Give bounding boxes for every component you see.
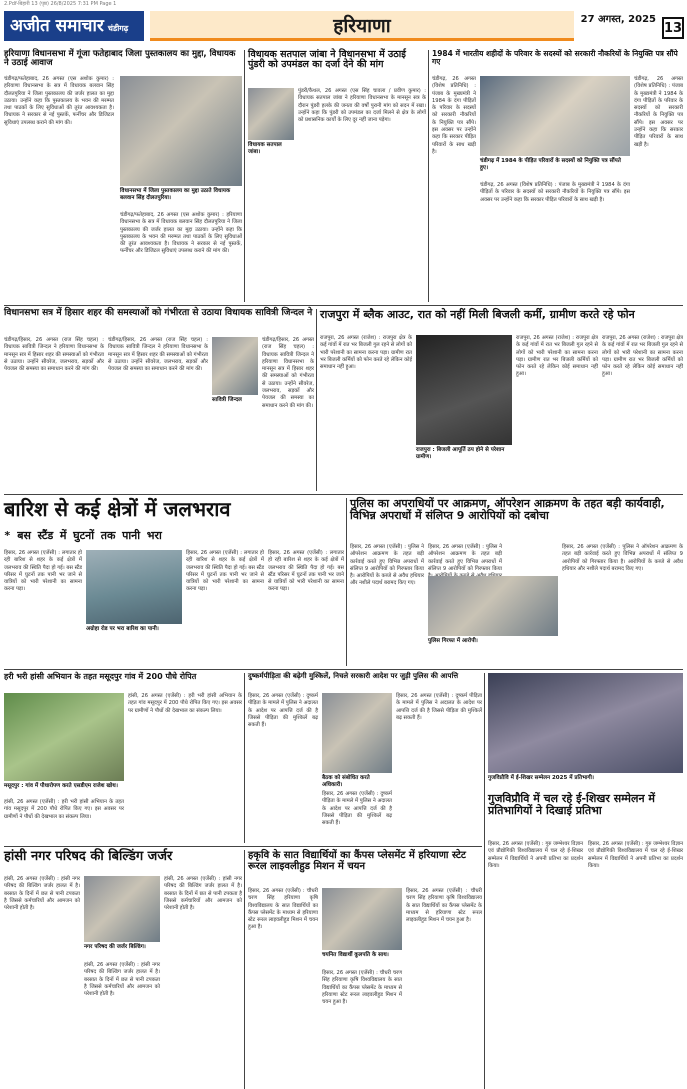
column-divider	[346, 498, 347, 666]
print-slug: 2.Pdf-बिहारी 13 (पृष्ठ) 26/8/2025 7:31 PM Page 1	[4, 1, 117, 7]
article-police	[350, 498, 683, 666]
article-pundri	[248, 50, 426, 302]
students-photo	[322, 888, 402, 950]
article-body-col3: चंडीगढ़, 26 अगस्त (विशेष प्रतिनिधि) : पंजाब के मुख्यमंत्री ने 1984 के दंगा पीड़ितों के परिवार के सदस्यों को सरकारी नौकरियों के नियुक्ति पत्र सौंपे। इस अवसर पर उन्होंने कहा कि सरकार पीड़ित परिवारों के साथ खड़ी है।	[634, 76, 683, 148]
photo-caption: चंडीगढ़ में 1984 के पीड़ित परिवारों के सदस्यों को नियुक्ति पत्र सौंपते हुए।	[480, 158, 621, 171]
headline: हरी भरी हांसी अभियान के तहत मसूदपुर गांव में 200 पौधे रोपित	[4, 672, 197, 681]
article-waterlogging	[4, 498, 344, 666]
article-body-cont: हिसार, 26 अगस्त (एजेंसी) : गुरु जम्भेश्वर विज्ञान एवं प्रौद्योगिकी विश्वविद्यालय में चल रहे ई-शिखर सम्मेलन में विद्यार्थियों ने अपनी प्रतिभा का प्रदर्शन किया।	[588, 841, 683, 869]
article-body: राजपुरा, 26 अगस्त (राजेश) : राजपुरा क्षेत्र के कई गांवों में रात भर बिजली गुल रहने से लोगों को भारी परेशानी का सामना करना पड़ा। ग्रामीण रात भर बिजली कर्मियों को फोन करते रहे लेकिन कोई समाधान नहीं हुआ।	[320, 335, 412, 371]
article-body-cont: चंडीगढ़, 26 अगस्त (विशेष प्रतिनिधि) : पंजाब के मुख्यमंत्री ने 1984 के दंगा पीड़ितों के परिवार के सदस्यों को सरकारी नौकरियों के नियुक्ति पत्र सौंपे। इस अवसर पर उन्होंने कहा कि सरकार पीड़ित परिवारों के साथ खड़ी है।	[480, 182, 630, 203]
newspaper-logo: अजीत समाचार चंडीगढ़	[4, 11, 144, 41]
article-body-cont: चंडीगढ़/फतेहाबाद, 26 अगस्त (एस अशोक कुमार) : हरियाणा विधानसभा के सत्र में विधायक बलवान सिंह दौलतपुरिया ने जिला पुस्तकालय की जर्जर हालत का मुद्दा उठाया। उन्होंने कहा कि पुस्तकालय के भवन की मरम्मत तथा पाठकों के लिए सुविधाओं की तुरंत आवश्यकता है। विधायक ने सरकार से नई पुस्तकें, फर्नीचर और डिजिटल सुविधाएं उपलब्ध कराने की मांग की।	[120, 212, 242, 255]
mla-photo	[248, 88, 294, 140]
article-body-cont: हांसी, 26 अगस्त (एजेंसी) : हरी भरी हांसी अभियान के तहत गांव मसूदपुर में 200 पौधे रोपित किए गए। इस अवसर पर ग्रामीणों ने पौधों की देखभाल का संकल्प लिया।	[128, 693, 242, 714]
headline: पुलिस का अपराधियों पर आक्रमण, ऑपरेशन आक्रमण के तहत बड़ी कार्यवाही, विभिन्न अपराधों में संलिप्त 9 आरोपियों को दबोचा	[350, 497, 665, 523]
article-library	[4, 50, 242, 302]
photo-caption: सावित्री जिन्दल	[212, 397, 242, 403]
photo-caption: बैठक को संबोधित करते अधिकारी।	[322, 775, 370, 788]
article-placement	[248, 850, 482, 1089]
mla-photo	[120, 76, 242, 186]
article-body-cont: हिसार, 26 अगस्त (एजेंसी) : लगातार हो रही बारिश से शहर के कई क्षेत्रों में जलभराव की स्थिति पैदा हो गई। बस स्टैंड परिसर में घुटनों तक पानी भर जाने से यात्रियों को भारी परेशानी का सामना करना पड़ा।	[186, 550, 264, 593]
headline: हकृवि के सात विद्यार्थियों का कैंपस प्लेसमेंट में हरियाणा स्टेट रूरल लाइवलीहुड मिशन में चयन	[248, 850, 466, 872]
column-divider	[244, 850, 245, 1089]
mla-photo	[212, 337, 258, 395]
article-body: चंडीगढ़/हिसार, 26 अगस्त (राज सिंह चहल) : विधायक सावित्री जिन्दल ने हरियाणा विधानसभा के मानसून सत्र में हिसार शहर की समस्याओं को गंभीरता से उठाया। उन्होंने सीवरेज, जलभराव, सड़कों और पेयजल की समस्या का समाधान करने की मांग की।	[4, 337, 104, 373]
article-body-col3: राजपुरा, 26 अगस्त (राजेश) : राजपुरा क्षेत्र के कई गांवों में रात भर बिजली गुल रहने से लोगों को भारी परेशानी का सामना करना पड़ा। ग्रामीण रात भर बिजली कर्मियों को फोन करते रहे लेकिन कोई समाधान नहीं हुआ।	[602, 335, 683, 378]
column-divider	[244, 50, 245, 302]
photo-caption: मसूदपुर : गांव में पौधारोपण करते एसडीएम राजेश खोथ।	[4, 783, 118, 789]
headline: राजपुरा में ब्लैक आउट, रात को नहीं मिली बिजली कर्मी, ग्रामीण करते रहे फोन	[320, 308, 635, 321]
article-body: हांसी, 26 अगस्त (एजेंसी) : हांसी नगर परिषद की बिल्डिंग जर्जर हालत में है। बरसात के दिनों में छत से पानी टपकता है जिससे कर्मचारियों और आमजन को परेशानी होती है।	[4, 876, 80, 912]
edition-city: चंडीगढ़	[107, 23, 129, 33]
column-divider	[484, 673, 485, 1089]
summit-photo	[488, 673, 683, 773]
row-divider	[4, 846, 482, 847]
article-plantation	[4, 673, 242, 843]
article-body: हिसार, 26 अगस्त (एजेंसी) : पुलिस ने ऑपरेशन आक्रमण के तहत बड़ी कार्रवाई करते हुए विभिन्न अपराधों में संलिप्त 9 आरोपियों को गिरफ्तार किया है। आरोपियों के कब्जे से अवैध हथियार और नशीले पदार्थ बरामद किए गए।	[350, 544, 424, 587]
article-body-col3: हिसार, 26 अगस्त (एजेंसी) : चौधरी चरण सिंह हरियाणा कृषि विश्वविद्यालय के सात विद्यार्थियों का कैंपस प्लेसमेंट के माध्यम से हरियाणा स्टेट रूरल लाइवलीहुड मिशन में चयन हुआ है।	[406, 888, 482, 924]
article-body: हिसार, 26 अगस्त (एजेंसी) : गुरु जम्भेश्वर विज्ञान एवं प्रौद्योगिकी विश्वविद्यालय में चल रहे ई-शिखर सम्मेलन में विद्यार्थियों ने अपनी प्रतिभा का प्रदर्शन किया।	[488, 841, 583, 869]
headline: दुष्कर्मपीड़िता की बढ़ेगी मुश्किलें, निचले सरकारी आदेश पर जुड़ी पुलिस की आपत्ति	[248, 672, 459, 680]
article-body-cont: हिसार, 26 अगस्त (एजेंसी) : पुलिस ने ऑपरेशन आक्रमण के तहत बड़ी कार्रवाई करते हुए विभिन्न अपराधों में संलिप्त 9 आरोपियों को गिरफ्तार किया	[428, 544, 502, 572]
article-body-col3: चंडीगढ़/हिसार, 26 अगस्त (राज सिंह चहल) : विधायक सावित्री जिन्दल ने हरियाणा विधानसभा के मानसून सत्र में हिसार शहर की समस्याओं को गंभीरता से उठाया। उन्होंने सीवरेज, जलभराव, सड़कों और पेयजल की समस्या का समाधान करने की मांग की।	[262, 337, 314, 409]
headline: 1984 में भारतीय शहीदों के परिवार के सदस्यों को सरकारी नौकरियों के नियुक्ति पत्र सौंपे गए	[432, 49, 678, 67]
article-body: चंडीगढ़, 26 अगस्त (विशेष प्रतिनिधि) : पंजाब के मुख्यमंत्री ने 1984 के दंगा पीड़ितों के परिवार के सदस्यों को सरकारी नौकरियों के नियुक्ति पत्र सौंपे। इस अवसर पर उन्होंने कहा कि सरकार पीड़ित परिवारों के साथ खड़ी है।	[432, 76, 476, 155]
article-court	[248, 673, 482, 843]
photo-caption: विधायक सतपाल जांबा।	[248, 142, 282, 155]
article-body: हिसार, 26 अगस्त (एजेंसी) : चौधरी चरण सिंह हरियाणा कृषि विश्वविद्यालय के सात विद्यार्थियों का कैंपस प्लेसमेंट के माध्यम से हरियाणा स्टेट रूरल लाइवलीहुड मिशन में चयन हुआ है।	[248, 888, 318, 931]
subheadline: * बस स्टैंड में घुटनों तक पानी भरा	[4, 529, 162, 542]
article-body-cont: हांसी, 26 अगस्त (एजेंसी) : हांसी नगर परिषद की बिल्डिंग जर्जर हालत में है। बरसात के दिनों में छत से पानी टपकता है जिससे कर्मचारियों और आमजन को परेशानी होती है।	[84, 962, 160, 998]
article-municipal	[4, 850, 242, 1089]
page-number: 13	[662, 17, 684, 39]
photo-caption: अग्रोहा रोड पर भरा बारिश का पानी।	[86, 626, 159, 632]
section-title: हरियाणा	[150, 11, 574, 41]
photo-caption: विधानसभा में जिला पुस्तकालय का मुद्दा उठाते विधायक बलवान सिंह दौलतपुरिया।	[120, 188, 231, 201]
article-body: हिसार, 26 अगस्त (एजेंसी) : लगातार हो रही बारिश से शहर के कई क्षेत्रों में जलभराव की स्थिति पैदा हो गई। बस स्टैंड परिसर में घुटनों तक पानी भर जाने से यात्रियों को भारी परेशानी का सामना करना पड़ा।	[4, 550, 82, 593]
photo-caption: राजपुरा : बिजली आपूर्ति ठप होने से परेशान ग्रामीण।	[416, 447, 505, 460]
masthead	[4, 9, 684, 45]
column-divider	[316, 309, 317, 491]
column-divider	[244, 673, 245, 843]
article-body-col3: हांसी, 26 अगस्त (एजेंसी) : हांसी नगर परिषद की बिल्डिंग जर्जर हालत में है। बरसात के दिनों में छत से पानी टपकता है जिससे कर्मचारियों और आमजन को परेशानी होती है।	[164, 876, 242, 912]
photo-caption: पुलिस गिरफ्त में आरोपी।	[428, 638, 478, 644]
article-hisar	[4, 309, 314, 491]
meeting-photo	[322, 693, 392, 773]
article-body-cont: राजपुरा, 26 अगस्त (राजेश) : राजपुरा क्षेत्र के कई गांवों में रात भर बिजली गुल रहने से लोगों को भारी परेशानी का सामना करना पड़ा। ग्रामीण रात भर बिजली कर्मियों को फोन करते रहे लेकिन कोई समाधान नहीं हुआ।	[516, 335, 598, 378]
article-body: हांसी, 26 अगस्त (एजेंसी) : हरी भरी हांसी अभियान के तहत गांव मसूदपुर में 200 पौधे रोपित किए गए। इस अवसर पर ग्रामीणों ने पौधों की देखभाल का संकल्प लिया।	[4, 799, 124, 820]
headline: बारिश से कई क्षेत्रों में जलभराव	[4, 497, 231, 521]
article-body: चंडीगढ़/फतेहाबाद, 26 अगस्त (एस अशोक कुमार) : हरियाणा विधानसभा के सत्र में विधायक बलवान सिंह दौलतपुरिया ने जिला पुस्तकालय की जर्जर हालत का मुद्दा उठाया। उन्होंने कहा कि पुस्तकालय के भवन की मरम्मत तथा पाठकों के लिए सुविधाओं की तुरंत आवश्यकता है। विधायक ने सरकार से नई पुस्तकें, फर्नीचर और डिजिटल सुविधाएं उपलब्ध कराने की मांग की।	[4, 76, 114, 126]
article-body-col3: हिसार, 26 अगस्त (एजेंसी) : पुलिस ने ऑपरेशन आक्रमण के तहत बड़ी कार्रवाई करते हुए विभिन्न अपराधों में संलिप्त 9 आरोपियों को गिरफ्तार किया है। आरोपियों के कब्जे से अवैध हथियार और नशीले पदार्थ बरामद किए गए।	[562, 544, 683, 572]
article-body-cont: चंडीगढ़/हिसार, 26 अगस्त (राज सिंह चहल) : विधायक सावित्री जिन्दल ने हरियाणा विधानसभा के मानसून सत्र में हिसार शहर की समस्याओं को गंभीरता से उठाया। उन्होंने सीवरेज, जलभराव, सड़कों और पेयजल की समस्या का समाधान करने की मांग की।	[108, 337, 208, 373]
headline: हांसी नगर परिषद की बिल्डिंग जर्जर	[4, 849, 173, 864]
article-rajpura	[320, 309, 683, 491]
column-divider	[428, 50, 429, 302]
headline: गुजविप्रौवि में चल रहे ई-शिखर सम्मेलन में प्रतिभागियों ने दिखाई प्रतिभा	[488, 792, 655, 818]
issue-date: 27 अगस्त, 2025	[580, 14, 656, 25]
accused-photo	[428, 576, 558, 636]
article-1984	[432, 50, 683, 302]
photo-caption: चयनित विद्यार्थी कुलपति के साथ।	[322, 952, 389, 958]
headline: हरियाणा विधानसभा में गूंजा फतेहाबाद जिला पुस्तकालय का मुद्दा, विधायक ने उठाई आवाज	[4, 49, 236, 69]
article-summit	[488, 673, 683, 1089]
article-body: पुंडरी/कैथल, 26 अगस्त (एस सिंह चावला / प्रवीण कुमार) : विधायक सतपाल जांबा ने हरियाणा विधानसभा के मानसून सत्र के दौरान पुंडरी हलके की जनता की वर्षों पुरानी मांग को सदन में रखा। उन्होंने कहा कि पुंडरी को उपमंडल का दर्जा मिलने से क्षेत्र के लोगों को प्रशासनिक कार्यों के लिए दूर नहीं जाना पड़ेगा।	[298, 88, 426, 124]
flood-photo	[86, 550, 182, 624]
row-divider	[4, 305, 683, 306]
article-body-col3: हिसार, 26 अगस्त (एजेंसी) : दुष्कर्म पीड़िता के मामले में पुलिस ने अदालत के आदेश पर आपत्ति दर्ज की है जिससे पीड़िता की मुश्किलें बढ़ सकती हैं।	[396, 693, 482, 721]
row-divider	[4, 669, 683, 670]
plantation-photo	[4, 693, 124, 781]
article-body-cont: हिसार, 26 अगस्त (एजेंसी) : चौधरी चरण सिंह हरियाणा कृषि विश्वविद्यालय के सात विद्यार्थियों का कैंपस प्लेसमेंट के माध्यम से हरियाणा स्टेट रूरल लाइवलीहुड मिशन में चयन हुआ है।	[322, 970, 402, 1006]
headline: विधानसभा सत्र में हिसार शहर की समस्याओं को गंभीरता से उठाया विधायक सावित्री जिन्दल ने	[4, 308, 313, 318]
row-divider	[4, 494, 683, 495]
photo-caption: नगर परिषद की जर्जर बिल्डिंग।	[84, 944, 146, 950]
photo-caption: गुजविप्रौवि में ई-शिखर सम्मेलन 2025 में प्रतिभागी।	[488, 775, 594, 781]
headline: विधायक सतपाल जांबा ने विधानसभा में उठाई पुंडरी को उपमंडल का दर्जा देने की मांग	[248, 49, 406, 71]
article-body-col3: हिसार, 26 अगस्त (एजेंसी) : लगातार हो रही बारिश से शहर के कई क्षेत्रों में जलभराव की स्थिति पैदा हो गई। बस स्टैंड परिसर में घुटनों तक पानी भर जाने से यात्रियों को भारी परेशानी का सामना करना पड़ा।	[268, 550, 344, 593]
article-body-cont: हिसार, 26 अगस्त (एजेंसी) : दुष्कर्म पीड़िता के मामले में पुलिस ने अदालत के आदेश पर आपत्ति दर्ज की है जिससे पीड़िता की मुश्किलें बढ़ सकती हैं।	[322, 791, 392, 827]
blackout-photo	[416, 335, 512, 445]
article-body: हिसार, 26 अगस्त (एजेंसी) : दुष्कर्म पीड़िता के मामले में पुलिस ने अदालत के आदेश पर आपत्ति दर्ज की है जिससे पीड़िता की मुश्किलें बढ़ सकती हैं।	[248, 693, 318, 729]
ceremony-photo	[480, 76, 630, 156]
building-photo	[84, 876, 160, 942]
